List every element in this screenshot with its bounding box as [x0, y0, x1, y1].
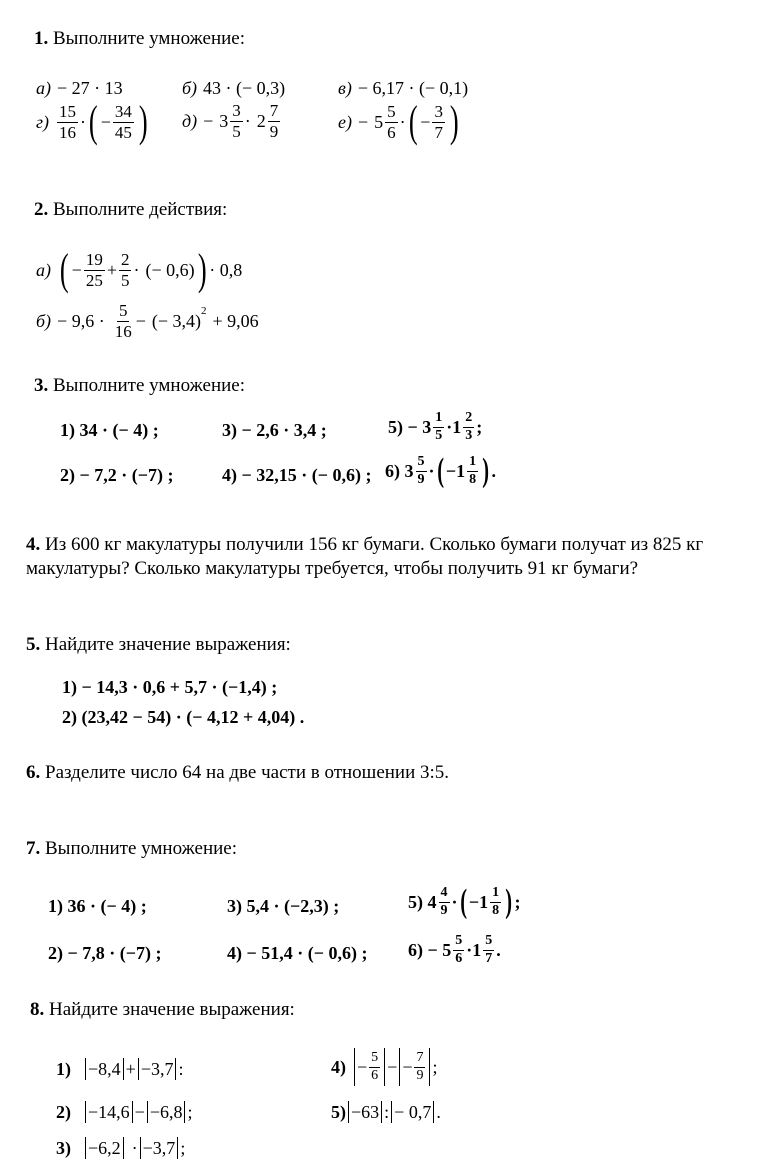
fraction: 3 5 [232, 101, 241, 141]
task-7-item-3: 3) 5,4 · (−2,3) ; [227, 896, 340, 916]
fraction: 2 3 [465, 410, 473, 443]
task-1-heading [34, 27, 245, 51]
task-5-item-1: 1) − 14,3 · 0,6 + 5,7 · (−1,4) ; [62, 677, 278, 697]
fraction: 1 8 [469, 454, 477, 487]
item-label: б) [182, 78, 198, 98]
task-6 [26, 761, 449, 785]
task-3-item-6: 6) 3 5 9 · ( − 1 1 8 ) . [385, 452, 496, 490]
task-2-number: 2. [34, 199, 49, 220]
task-6-number: 6. [26, 762, 41, 783]
fraction: 5 7 [485, 933, 493, 966]
fraction: $\frac{7}{9}$ [416, 1049, 424, 1083]
task-6-text: Разделите число 64 на две части в отношении 3:5. [45, 762, 450, 783]
expression: − 6,17 · (− 0,1) [357, 78, 469, 98]
task-8-heading [30, 998, 295, 1022]
task-2-title: Выполните действия: [53, 199, 228, 220]
item-label: а) [36, 260, 51, 280]
task-7-heading [26, 837, 237, 861]
task-7-item-6: 6) − 5 5 6 · 1 5 7 . [408, 933, 501, 966]
task-5-number: 5. [26, 634, 41, 655]
fraction: $\frac{34}{45}$ [114, 101, 132, 142]
expression: 43 · (− 0,3) [203, 78, 286, 98]
task-1-item-b [182, 79, 285, 97]
task-3-number: 3. [34, 375, 49, 396]
fraction: 7 9 [269, 101, 279, 141]
task-3-item-1: 1) 34 · (− 4) ; [60, 420, 159, 440]
task-8-item-2: 2) −14,6 − −6,8 ; [56, 1102, 193, 1122]
task-8-number: 8. [30, 999, 45, 1020]
task-1-item-v [338, 79, 468, 97]
item-label: б) [36, 311, 52, 332]
fraction: 5 16 [114, 301, 132, 341]
expression: − 27 · 13 [57, 78, 123, 98]
fraction: 5 6 [455, 933, 463, 966]
task-8-title: Найдите значение выражения: [49, 999, 295, 1020]
task-1-number: 1. [34, 28, 49, 49]
task-3-item-2: 2) − 7,2 · (−7) ; [60, 465, 174, 485]
task-1-item-a [36, 79, 123, 97]
task-5-heading [26, 633, 291, 657]
task-5-item-2: 2) (23,42 − 54) · (− 4,12 + 4,04) . [62, 707, 305, 727]
fraction: 5 9 [417, 454, 425, 487]
task-2-item-a: а) ( − $\frac{19}{25}$ + $\frac{2}{5}$ · (− 0,6) ) · 0,8 [36, 245, 243, 294]
task-8-item-5: 5) −63 : − 0,7 . [331, 1102, 441, 1122]
task-3-item-3: 3) − 2,6 · 3,4 ; [222, 420, 327, 440]
task-4-number: 4. [26, 534, 41, 555]
fraction: $\frac{2}{5}$ [120, 249, 130, 290]
task-7-item-2: 2) − 7,8 · (−7) ; [48, 943, 162, 963]
item-label: в) [338, 78, 352, 98]
fraction: 1 8 [492, 885, 500, 918]
task-1-item-e: е) − 5 5 6 · ( − $\frac{3}{7}$ ) [338, 97, 459, 146]
task-1-item-d: д) − 3 3 5 · 2 7 9 [182, 101, 279, 141]
fraction: $\frac{3}{7}$ [434, 101, 443, 142]
task-7-item-4: 4) − 51,4 · (− 0,6) ; [227, 943, 368, 963]
fraction: 15 16 [59, 101, 77, 142]
task-4-text: Из 600 кг макулатуры получили 156 кг бумаги. Сколько бумаги получат из 825 кг макулатуры? Сколько макулатуры требуется, чтобы получить 91 кг бумаги? [26, 534, 704, 579]
fraction: $\frac{19}{25}$ [85, 249, 103, 290]
task-7-title: Выполните умножение: [45, 838, 237, 859]
item-label: г) [36, 112, 50, 132]
task-5-title: Найдите значение выражения: [45, 634, 291, 655]
fraction: $\frac{5}{6}$ [371, 1049, 379, 1083]
fraction: 5 6 [387, 101, 396, 142]
task-4 [26, 533, 764, 581]
task-2-heading [34, 198, 227, 222]
task-7-item-5: 5) 4 4 9 · ( − 1 1 8 ) ; [408, 883, 521, 921]
task-3-title: Выполните умножение: [53, 375, 245, 396]
fraction: 1 5 [435, 410, 443, 443]
item-label: е) [338, 112, 352, 132]
task-1-title: Выполните умножение: [53, 28, 245, 49]
item-label: д) [182, 111, 198, 132]
task-1-item-g: г) 15 16 · ( − $\frac{34}{45}$ ) [36, 97, 148, 146]
task-3-heading [34, 374, 245, 398]
task-3-item-4: 4) − 32,15 · (− 0,6) ; [222, 465, 372, 485]
task-8-item-4: 4) − $\frac{5}{6}$ − − $\frac{7}{9}$ ; [331, 1048, 437, 1086]
task-8-item-1: 1) −8,4 + −3,7 : [56, 1059, 184, 1079]
task-2-item-b: б) − 9,6 · 5 16 − (− 3,4) $^2$ + 9,06 [36, 301, 259, 341]
task-7-item-1: 1) 36 · (− 4) ; [48, 896, 147, 916]
task-8-item-3: 3) −6,2 · −3,7 ; [56, 1138, 186, 1158]
item-label: а) [36, 78, 51, 98]
task-3-item-5: 5) − 3 1 5 · 1 2 3 ; [388, 410, 483, 443]
fraction: 4 9 [440, 885, 448, 918]
task-7-number: 7. [26, 838, 41, 859]
